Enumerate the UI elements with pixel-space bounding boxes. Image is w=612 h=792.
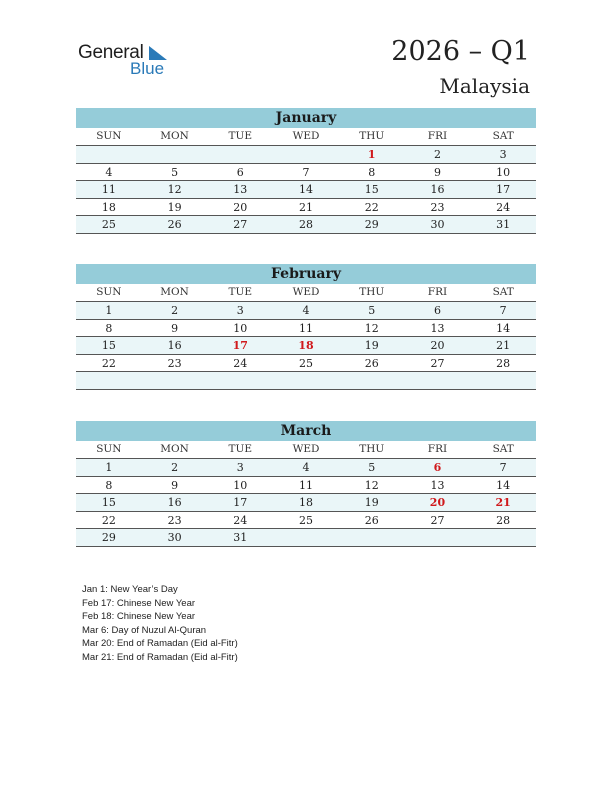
month-header: February — [76, 264, 536, 284]
day-cell: 7 — [302, 165, 310, 179]
day-cell: 3 — [499, 148, 507, 161]
holiday-note: Jan 1: New Year’s Day — [82, 584, 178, 595]
day-cell: 24 — [233, 513, 248, 527]
day-cell: 18 — [299, 496, 314, 509]
day-cell: 23 — [430, 200, 445, 214]
week-row — [76, 529, 536, 547]
logo-blue-text: Blue — [130, 59, 165, 78]
day-cell: 21 — [496, 339, 511, 352]
day-cell — [405, 372, 471, 389]
day-cell: 23 — [167, 356, 182, 370]
day-cell: 8 — [105, 478, 113, 492]
weekday-label: SUN — [96, 130, 122, 142]
day-cell: 10 — [233, 321, 248, 335]
day-cell: 20 — [430, 339, 445, 352]
day-cell: 19 — [364, 339, 379, 352]
day-cell: 30 — [430, 218, 445, 231]
weekday-label: FRI — [427, 286, 448, 298]
week-row — [76, 355, 536, 373]
generalblue-logo — [78, 42, 178, 82]
day-cell: 28 — [496, 356, 511, 370]
month-header: January — [76, 108, 536, 128]
week-row — [76, 164, 536, 182]
day-cell: 13 — [430, 321, 445, 335]
weekday-label: MON — [160, 443, 189, 455]
day-cell: 19 — [364, 496, 379, 509]
week-row — [76, 494, 536, 512]
day-cell: 6 — [236, 165, 244, 179]
day-cell: 19 — [167, 200, 182, 214]
day-cell: 2 — [171, 304, 179, 317]
day-cell: 6 — [433, 304, 441, 317]
day-cell: 20 — [233, 200, 248, 214]
day-cell — [470, 372, 536, 389]
day-cell — [142, 372, 208, 389]
day-cell — [273, 529, 339, 546]
week-row — [76, 216, 536, 234]
month-header: March — [76, 421, 536, 441]
weekday-label: SAT — [492, 286, 514, 298]
week-row — [76, 477, 536, 495]
holiday-day-cell: 20 — [429, 496, 446, 509]
holiday-day-cell: 18 — [298, 339, 314, 352]
weekday-label: SUN — [96, 286, 122, 298]
holiday-day-cell: 1 — [367, 148, 376, 161]
day-cell: 16 — [430, 183, 445, 196]
day-cell: 15 — [101, 339, 116, 352]
day-cell: 29 — [101, 531, 116, 544]
logo-triangle-icon — [149, 46, 167, 60]
day-cell: 8 — [368, 165, 376, 179]
weekday-header-row — [76, 128, 536, 146]
day-cell — [470, 529, 536, 546]
day-cell — [142, 146, 208, 163]
day-cell: 13 — [233, 183, 248, 196]
holiday-note: Mar 6: Day of Nuzul Al-Quran — [82, 624, 207, 636]
day-cell: 5 — [171, 165, 179, 179]
day-cell: 25 — [299, 513, 314, 527]
day-cell: 10 — [496, 165, 511, 179]
day-cell: 4 — [302, 461, 310, 474]
month-march — [76, 421, 536, 547]
day-cell: 12 — [364, 321, 379, 335]
day-cell: 9 — [171, 478, 179, 492]
day-cell: 2 — [171, 461, 179, 474]
day-cell: 14 — [496, 478, 511, 492]
weekday-label: TUE — [228, 130, 253, 142]
day-cell: 7 — [499, 304, 507, 317]
day-cell — [76, 146, 142, 163]
day-cell: 14 — [496, 321, 511, 335]
day-cell: 4 — [105, 165, 113, 179]
weekday-label: WED — [292, 443, 320, 455]
country-name: Malaysia — [439, 74, 530, 98]
day-cell: 27 — [233, 218, 248, 231]
page-title: 2026 – Q1 — [391, 36, 530, 67]
day-cell: 30 — [167, 531, 182, 544]
week-row — [76, 512, 536, 530]
weekday-label: WED — [292, 130, 320, 142]
weekday-label: TUE — [228, 443, 253, 455]
day-cell: 31 — [496, 218, 511, 231]
week-row — [76, 302, 536, 320]
day-cell: 16 — [167, 496, 182, 509]
weekday-label: FRI — [427, 130, 448, 142]
day-cell: 24 — [233, 356, 248, 370]
holiday-note: Feb 17: Chinese New Year — [82, 597, 196, 609]
day-cell: 17 — [233, 496, 248, 509]
day-cell — [207, 372, 273, 389]
weekday-label: SAT — [492, 443, 514, 455]
day-cell — [273, 146, 339, 163]
day-cell: 11 — [101, 183, 116, 196]
day-cell — [405, 529, 471, 546]
week-row — [76, 146, 536, 164]
day-cell: 2 — [433, 148, 441, 161]
weekday-label: FRI — [427, 443, 448, 455]
weekday-label: THU — [359, 443, 385, 455]
month-february — [76, 264, 536, 390]
weekday-label: THU — [359, 286, 385, 298]
day-cell — [339, 372, 405, 389]
week-row — [76, 459, 536, 477]
day-cell: 28 — [496, 513, 511, 527]
week-row — [76, 199, 536, 217]
day-cell — [76, 372, 142, 389]
day-cell: 27 — [430, 513, 445, 527]
week-row — [76, 181, 536, 199]
day-cell: 17 — [496, 183, 511, 196]
day-cell: 15 — [364, 183, 379, 196]
day-cell: 18 — [101, 200, 116, 214]
day-cell: 24 — [496, 200, 511, 214]
holiday-note: Feb 18: Chinese New Year — [82, 611, 196, 623]
day-cell: 8 — [105, 321, 113, 335]
holiday-day-cell: 17 — [232, 339, 248, 352]
day-cell — [207, 146, 273, 163]
day-cell: 15 — [101, 496, 116, 509]
day-cell: 14 — [299, 183, 314, 196]
week-row — [76, 337, 536, 355]
day-cell: 3 — [236, 304, 244, 317]
day-cell: 12 — [167, 183, 182, 196]
weekday-header-row — [76, 441, 536, 459]
day-cell: 22 — [101, 356, 116, 370]
holiday-day-cell: 6 — [433, 461, 442, 474]
day-cell: 26 — [364, 513, 379, 527]
day-cell — [339, 529, 405, 546]
day-cell: 3 — [236, 461, 244, 474]
day-cell: 10 — [233, 478, 248, 492]
day-cell: 1 — [105, 461, 113, 474]
holiday-note: Mar 21: End of Ramadan (Eid al-Fitr) — [82, 651, 238, 663]
day-cell: 23 — [167, 513, 182, 527]
day-cell: 31 — [233, 531, 248, 544]
day-cell — [273, 372, 339, 389]
day-cell: 9 — [171, 321, 179, 335]
day-cell: 11 — [299, 478, 314, 492]
week-row — [76, 320, 536, 338]
day-cell: 5 — [368, 461, 376, 474]
day-cell: 25 — [299, 356, 314, 370]
day-cell: 28 — [299, 218, 314, 231]
holiday-note: Mar 20: End of Ramadan (Eid al-Fitr) — [82, 638, 238, 650]
weekday-label: MON — [160, 286, 189, 298]
day-cell: 4 — [302, 304, 310, 317]
logo-general-text: General — [78, 42, 144, 63]
day-cell: 25 — [101, 218, 116, 231]
day-cell: 21 — [299, 200, 314, 214]
month-january — [76, 108, 536, 234]
holiday-notes — [82, 583, 238, 665]
day-cell: 7 — [499, 461, 507, 474]
weekday-label: MON — [160, 130, 189, 142]
weekday-label: TUE — [228, 286, 253, 298]
day-cell: 1 — [105, 304, 113, 317]
weekday-label: THU — [359, 130, 385, 142]
day-cell: 11 — [299, 321, 314, 335]
day-cell: 26 — [364, 356, 379, 370]
day-cell: 29 — [364, 218, 379, 231]
holiday-day-cell: 21 — [495, 496, 511, 509]
week-row — [76, 372, 536, 390]
day-cell: 5 — [368, 304, 376, 317]
day-cell: 13 — [430, 478, 445, 492]
weekday-label: SUN — [96, 443, 122, 455]
weekday-label: SAT — [492, 130, 514, 142]
day-cell: 12 — [364, 478, 379, 492]
day-cell: 26 — [167, 218, 182, 231]
day-cell: 27 — [430, 356, 445, 370]
day-cell: 9 — [433, 165, 441, 179]
day-cell: 22 — [101, 513, 116, 527]
day-cell: 22 — [364, 200, 379, 214]
day-cell: 16 — [167, 339, 182, 352]
weekday-label: WED — [292, 286, 320, 298]
weekday-header-row — [76, 284, 536, 302]
